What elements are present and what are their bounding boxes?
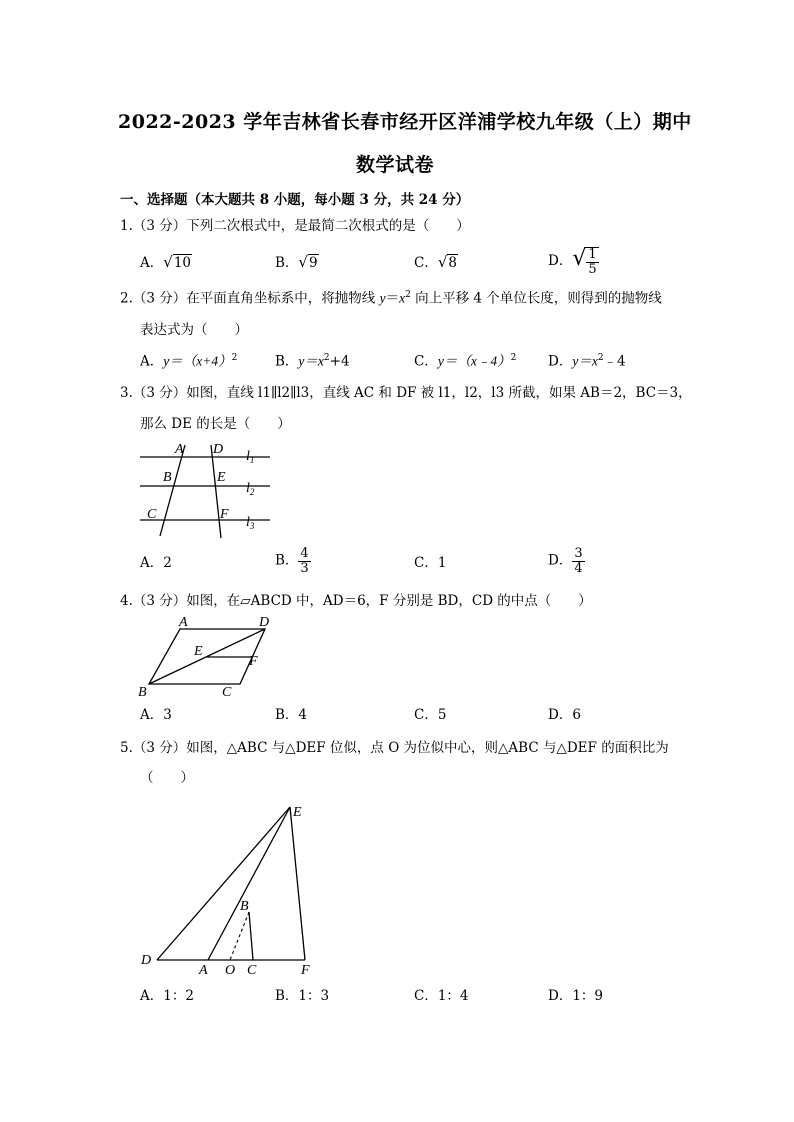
q3-option-c [414,555,446,571]
option-value: 2 [163,555,172,571]
question-3-stem-line1: 3.（3 分）如图，直线 l1∥l2∥l3，直线 AC 和 DF 被 l1，l2，l3 所截，如果 AB＝2，BC＝3， [120,385,692,401]
question-5-stem-line1: 5.（3 分）如图，△ABC 与△DEF 位似，点 O 为位似中心，则△ABC 与△DEF 的面积比为 [120,740,669,756]
option-label: B． [275,353,299,370]
label-o: O [225,963,236,978]
option-label: D． [548,988,573,1004]
l-subscript: 3 [249,521,255,531]
l-letter: l [246,449,250,464]
exponent: 2 [597,353,604,363]
question-5-stem-line2: （ ） [140,770,194,786]
q1-option-d [548,246,599,276]
radicand: 9 [308,255,318,271]
q1-option-a [140,253,192,271]
label-e: E [217,470,226,485]
page-title-line1: 2022-2023 学年吉林省长春市经开区洋浦学校九年级（上）期中 [118,111,692,133]
radicand: 8 [448,255,457,271]
label-c: C [147,507,157,522]
label-c: C [222,685,232,700]
q5-option-a [140,988,194,1004]
label-b: B [163,470,172,485]
q4-option-d [548,707,581,723]
l-subscript: 1 [249,455,255,465]
sqrt-icon: √ [572,246,587,271]
q5-homothety-figure [135,792,335,982]
question-1-stem: 1.（3 分）下列二次根式中，是最简二次根式的是（ ） [120,218,470,234]
exponent: 2 [323,353,330,363]
expression-tail: ﹣4 [603,353,626,370]
radicand: 10 [173,255,191,271]
q3-option-d [548,547,585,575]
option-label: C． [414,353,438,370]
q3-option-a [140,555,172,571]
fraction [586,247,598,276]
option-value: 3 [163,707,172,723]
label-l1 [246,449,254,465]
label-e: E [293,805,302,820]
section-heading: 一、选择题（本大题共 8 小题，每小题 3 分，共 24 分） [120,192,470,208]
option-label: A． [140,555,164,571]
l-letter: l [246,481,250,496]
expression: y＝（x﹣4） [437,353,511,369]
label-c: C [247,963,257,978]
option-label: B． [275,988,299,1004]
expression: y＝（x+4） [163,353,232,369]
option-label: D． [548,707,573,723]
q2-option-c [414,353,516,370]
question-2-stem-line1 [120,290,662,307]
option-value: 1：2 [163,988,194,1004]
fraction [298,547,310,575]
segment-ea [208,807,290,960]
segment-de [157,807,290,960]
l-letter: l [246,515,250,530]
option-label: C． [414,555,438,571]
label-d: D [259,615,270,630]
option-label: C． [414,255,438,271]
q4-option-b [275,707,307,723]
option-value: 1：4 [437,988,469,1004]
option-label: B． [275,552,299,569]
denominator: 3 [300,560,309,576]
label-a: A [175,442,184,457]
q2-option-a [140,353,237,370]
segment-bc [249,912,253,960]
q3-option-b [275,547,311,575]
stem-text: 向上平移 4 个单位长度，则得到的抛物线 [410,290,662,307]
q3-parallel-lines-figure [135,440,275,540]
line-ac [160,445,185,536]
dashed-segment-bo [230,912,249,960]
q5-option-d [548,988,603,1004]
q5-option-c [414,988,469,1004]
label-l3 [246,515,255,531]
option-label: D． [548,552,573,569]
numerator: 1 [588,246,597,262]
q4-option-a [140,707,172,723]
q2-option-b [275,353,350,370]
label-f: F [249,654,258,669]
option-value: 1 [437,555,447,571]
label-e: E [194,644,203,659]
option-value: 1：3 [298,988,330,1004]
line-df [211,445,221,538]
label-d: D [141,953,152,968]
expression: y＝x [298,353,324,369]
option-label: D． [548,253,573,269]
label-f: F [220,507,229,522]
expression: y＝x [572,353,598,369]
page-title-line2: 数学试卷 [356,154,435,176]
q4-parallelogram-figure [135,614,285,700]
option-label: A． [140,988,164,1004]
numerator: 3 [574,546,583,561]
label-l2 [246,481,255,497]
numerator: 4 [300,546,309,561]
question-4-stem: 4.（3 分）如图，在▱ABCD 中，AD＝6，F 分别是 BD，CD 的中点（ ） [120,593,592,609]
fraction [572,547,584,575]
expression-tail: +4 [329,353,350,370]
label-b: B [138,685,147,700]
stem-text: 2.（3 分）在平面直角坐标系中，将抛物线 [120,290,380,307]
exponent: 2 [231,353,238,363]
option-label: B． [275,707,299,723]
option-label: B． [275,255,299,271]
option-value: 6 [572,707,581,723]
option-label: A． [140,707,164,723]
exponent: 2 [405,290,411,300]
l-subscript: 2 [249,487,255,497]
option-label: A． [140,255,164,271]
q1-option-c [414,253,458,271]
q1-option-b [275,253,319,271]
option-value: 4 [298,707,308,723]
segment-ef [290,807,305,960]
sqrt-icon: √ [298,253,308,271]
denominator: 4 [574,560,583,576]
equals: ＝ [385,290,400,307]
question-3-stem-line2: 那么 DE 的长是（ ） [140,416,291,432]
label-a: A [179,615,188,630]
sqrt-icon: √ [163,253,173,271]
q2-option-d [548,353,626,370]
var-x: x [399,290,406,306]
q5-option-b [275,988,329,1004]
sqrt-icon: √ [437,253,448,271]
question-2-stem-line2: 表达式为（ ） [140,322,248,338]
exponent: 2 [510,353,517,363]
denominator: 5 [588,261,597,277]
option-value: 1：9 [572,988,604,1004]
option-label: C． [414,707,438,723]
option-label: D． [548,353,573,370]
label-b: B [240,899,249,914]
option-label: A． [140,353,164,370]
option-label: C． [414,988,438,1004]
q4-option-c [414,707,446,723]
label-d: D [213,442,224,457]
label-f: F [301,963,310,978]
option-value: 5 [437,707,447,723]
label-a: A [199,963,208,978]
var-y: y [379,290,386,306]
